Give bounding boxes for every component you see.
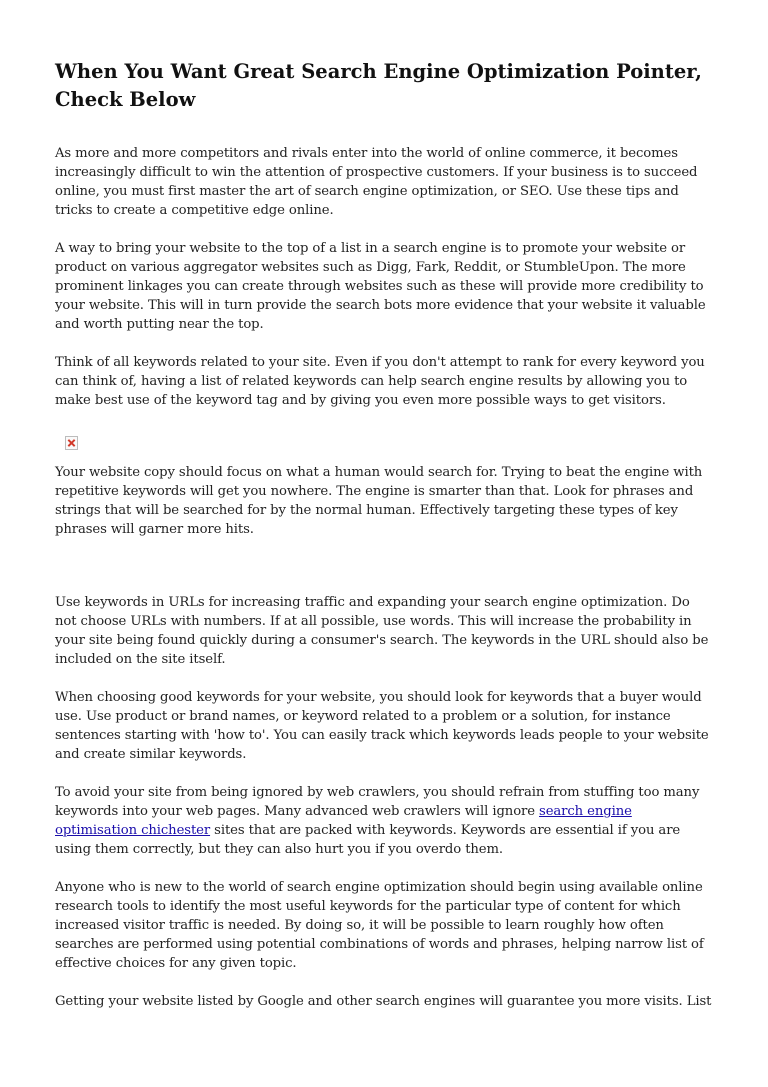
paragraph-google-listing: Getting your website listed by Google and other search engines will guarantee you more visits. List: [55, 994, 712, 1009]
paragraph-research-tools: Anyone who is new to the world of search engine optimization should begin using available online research tools to identify the most useful keywords for the particular type of content for which increased visitor traffic is needed. By doing so, it will be possible to learn roughly how often searches are performed using potential combinations of words and phrases, helping narrow list of effective choices for any given topic.: [55, 880, 704, 971]
paragraph-choosing-keywords: When choosing good keywords for your website, you should look for keywords that a buyer would use. Use product or brand names, or keyword related to a problem or a solution, for instance sentences starting with 'how to'. You can easily track which keywords leads people to your website and create similar keywords.: [55, 690, 709, 762]
document-page: [55, 58, 713, 1030]
paragraph-text: To avoid your site from being ignored by web crawlers, you should refrain from stuffing too many keywords into your web pages. Many advanced web crawlers will ignore: [55, 785, 700, 819]
paragraph-web-crawlers: [55, 783, 713, 859]
broken-image-icon: [65, 436, 78, 450]
paragraph-intro: As more and more competitors and rivals enter into the world of online commerce, it becomes increasingly difficult to win the attention of prospective customers. If your business is to succeed online, you must first master the art of search engine optimization, or SEO. Use these tips and tricks to create a competitive edge online.: [55, 146, 698, 218]
paragraph-aggregators: A way to bring your website to the top of a list in a search engine is to promote your website or product on various aggregator websites such as Digg, Fark, Reddit, or StumbleUpon. The more prominent linkages you can create through websites such as these will provide more credibility to your website. This will in turn provide the search bots more evidence that your website it valuable and worth putting near the top.: [55, 241, 706, 332]
paragraph-website-copy: Your website copy should focus on what a human would search for. Trying to beat the engine with repetitive keywords will get you nowhere. The engine is smarter than that. Look for phrases and strings that will be searched for by the normal human. Effectively targeting these types of key phrases will garner more hits.: [55, 465, 703, 537]
seo-chichester-link[interactable]: search engine optimisation chichester: [55, 804, 632, 838]
paragraph-keywords-list: Think of all keywords related to your site. Even if you don't attempt to rank for every keyword you can think of, having a list of related keywords can help search engine results by allowing you to make best use of the keyword tag and by giving you even more possible ways to get visitors.: [55, 355, 705, 408]
blank-spacer: [55, 558, 713, 593]
paragraph-urls: Use keywords in URLs for increasing traffic and expanding your search engine optimization. Do not choose URLs with numbers. If at all possible, use words. This will increase the probability in your site being found quickly during a consumer's search. The keywords in the URL should also be included on the site itself.: [55, 595, 709, 667]
paragraph-text: sites that are packed with keywords. Keywords are essential if you are using them correctly, but they can also hurt you if you overdo them.: [55, 823, 681, 857]
page-title: When You Want Great Search Engine Optimization Pointer, Check Below: [55, 60, 702, 111]
image-placeholder: [65, 429, 713, 448]
